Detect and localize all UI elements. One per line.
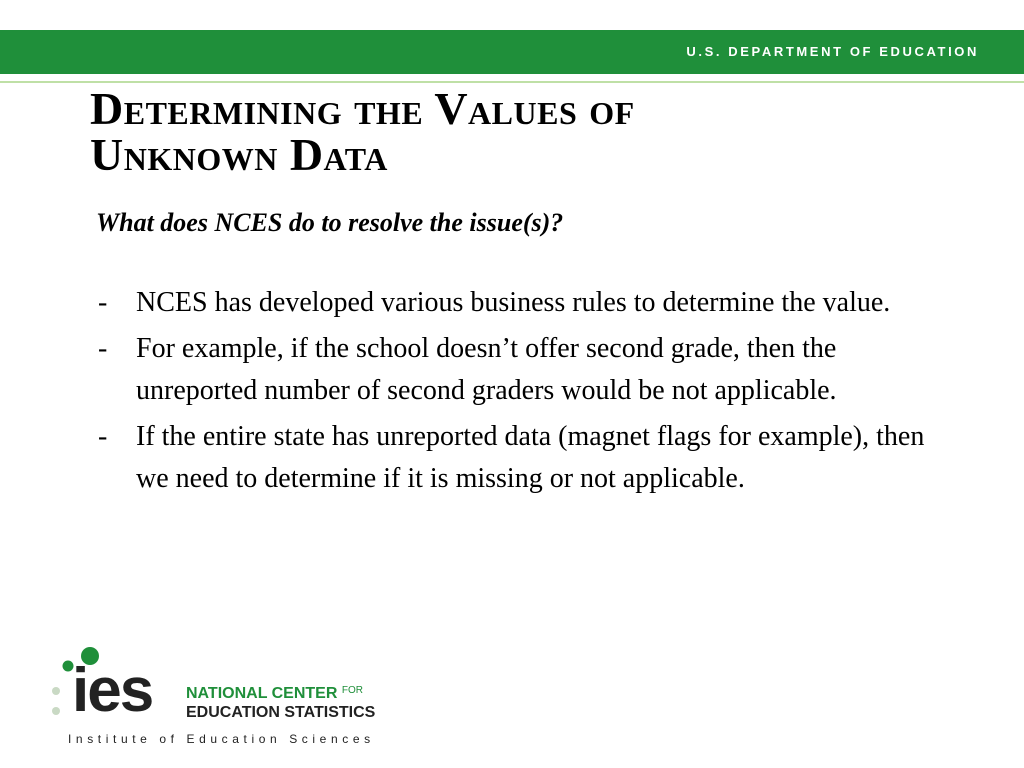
bullet-text: For example, if the school doesn’t offer second grade, then the unreported number of second graders would be not applicable. (136, 333, 837, 406)
bullet-marker: - (98, 333, 108, 364)
logo-dot-small (52, 687, 60, 695)
bullet-text: If the entire state has unreported data (magnet flags for example), then we need to determine if it is missing or not applicable. (136, 421, 925, 494)
bullet-text: NCES has developed various business rules to determine the value. (136, 287, 891, 318)
org-name-line-1 (186, 685, 363, 703)
bullet-item (98, 282, 948, 324)
institute-name: Institute of Education Sciences (68, 732, 375, 746)
department-label: U.S. DEPARTMENT OF EDUCATION (686, 44, 979, 59)
title-line-1: Determining the Values of (90, 83, 635, 134)
slide-subtitle: What does NCES do to resolve the issue(s)? (96, 208, 564, 237)
title-line-2: Unknown Data (90, 129, 388, 180)
ies-logo-word: ies (72, 656, 153, 725)
bullet-item (98, 328, 948, 412)
logo-dot-small (52, 707, 60, 715)
org-national-center: NATIONAL CENTER (186, 685, 338, 702)
org-for: FOR (341, 685, 363, 696)
bullet-item (98, 416, 948, 500)
slide-title (90, 83, 635, 180)
org-name-line-2: EDUCATION STATISTICS (186, 704, 376, 721)
bullet-list (98, 282, 948, 504)
bullet-marker: - (98, 421, 108, 452)
bullet-marker: - (98, 287, 108, 318)
